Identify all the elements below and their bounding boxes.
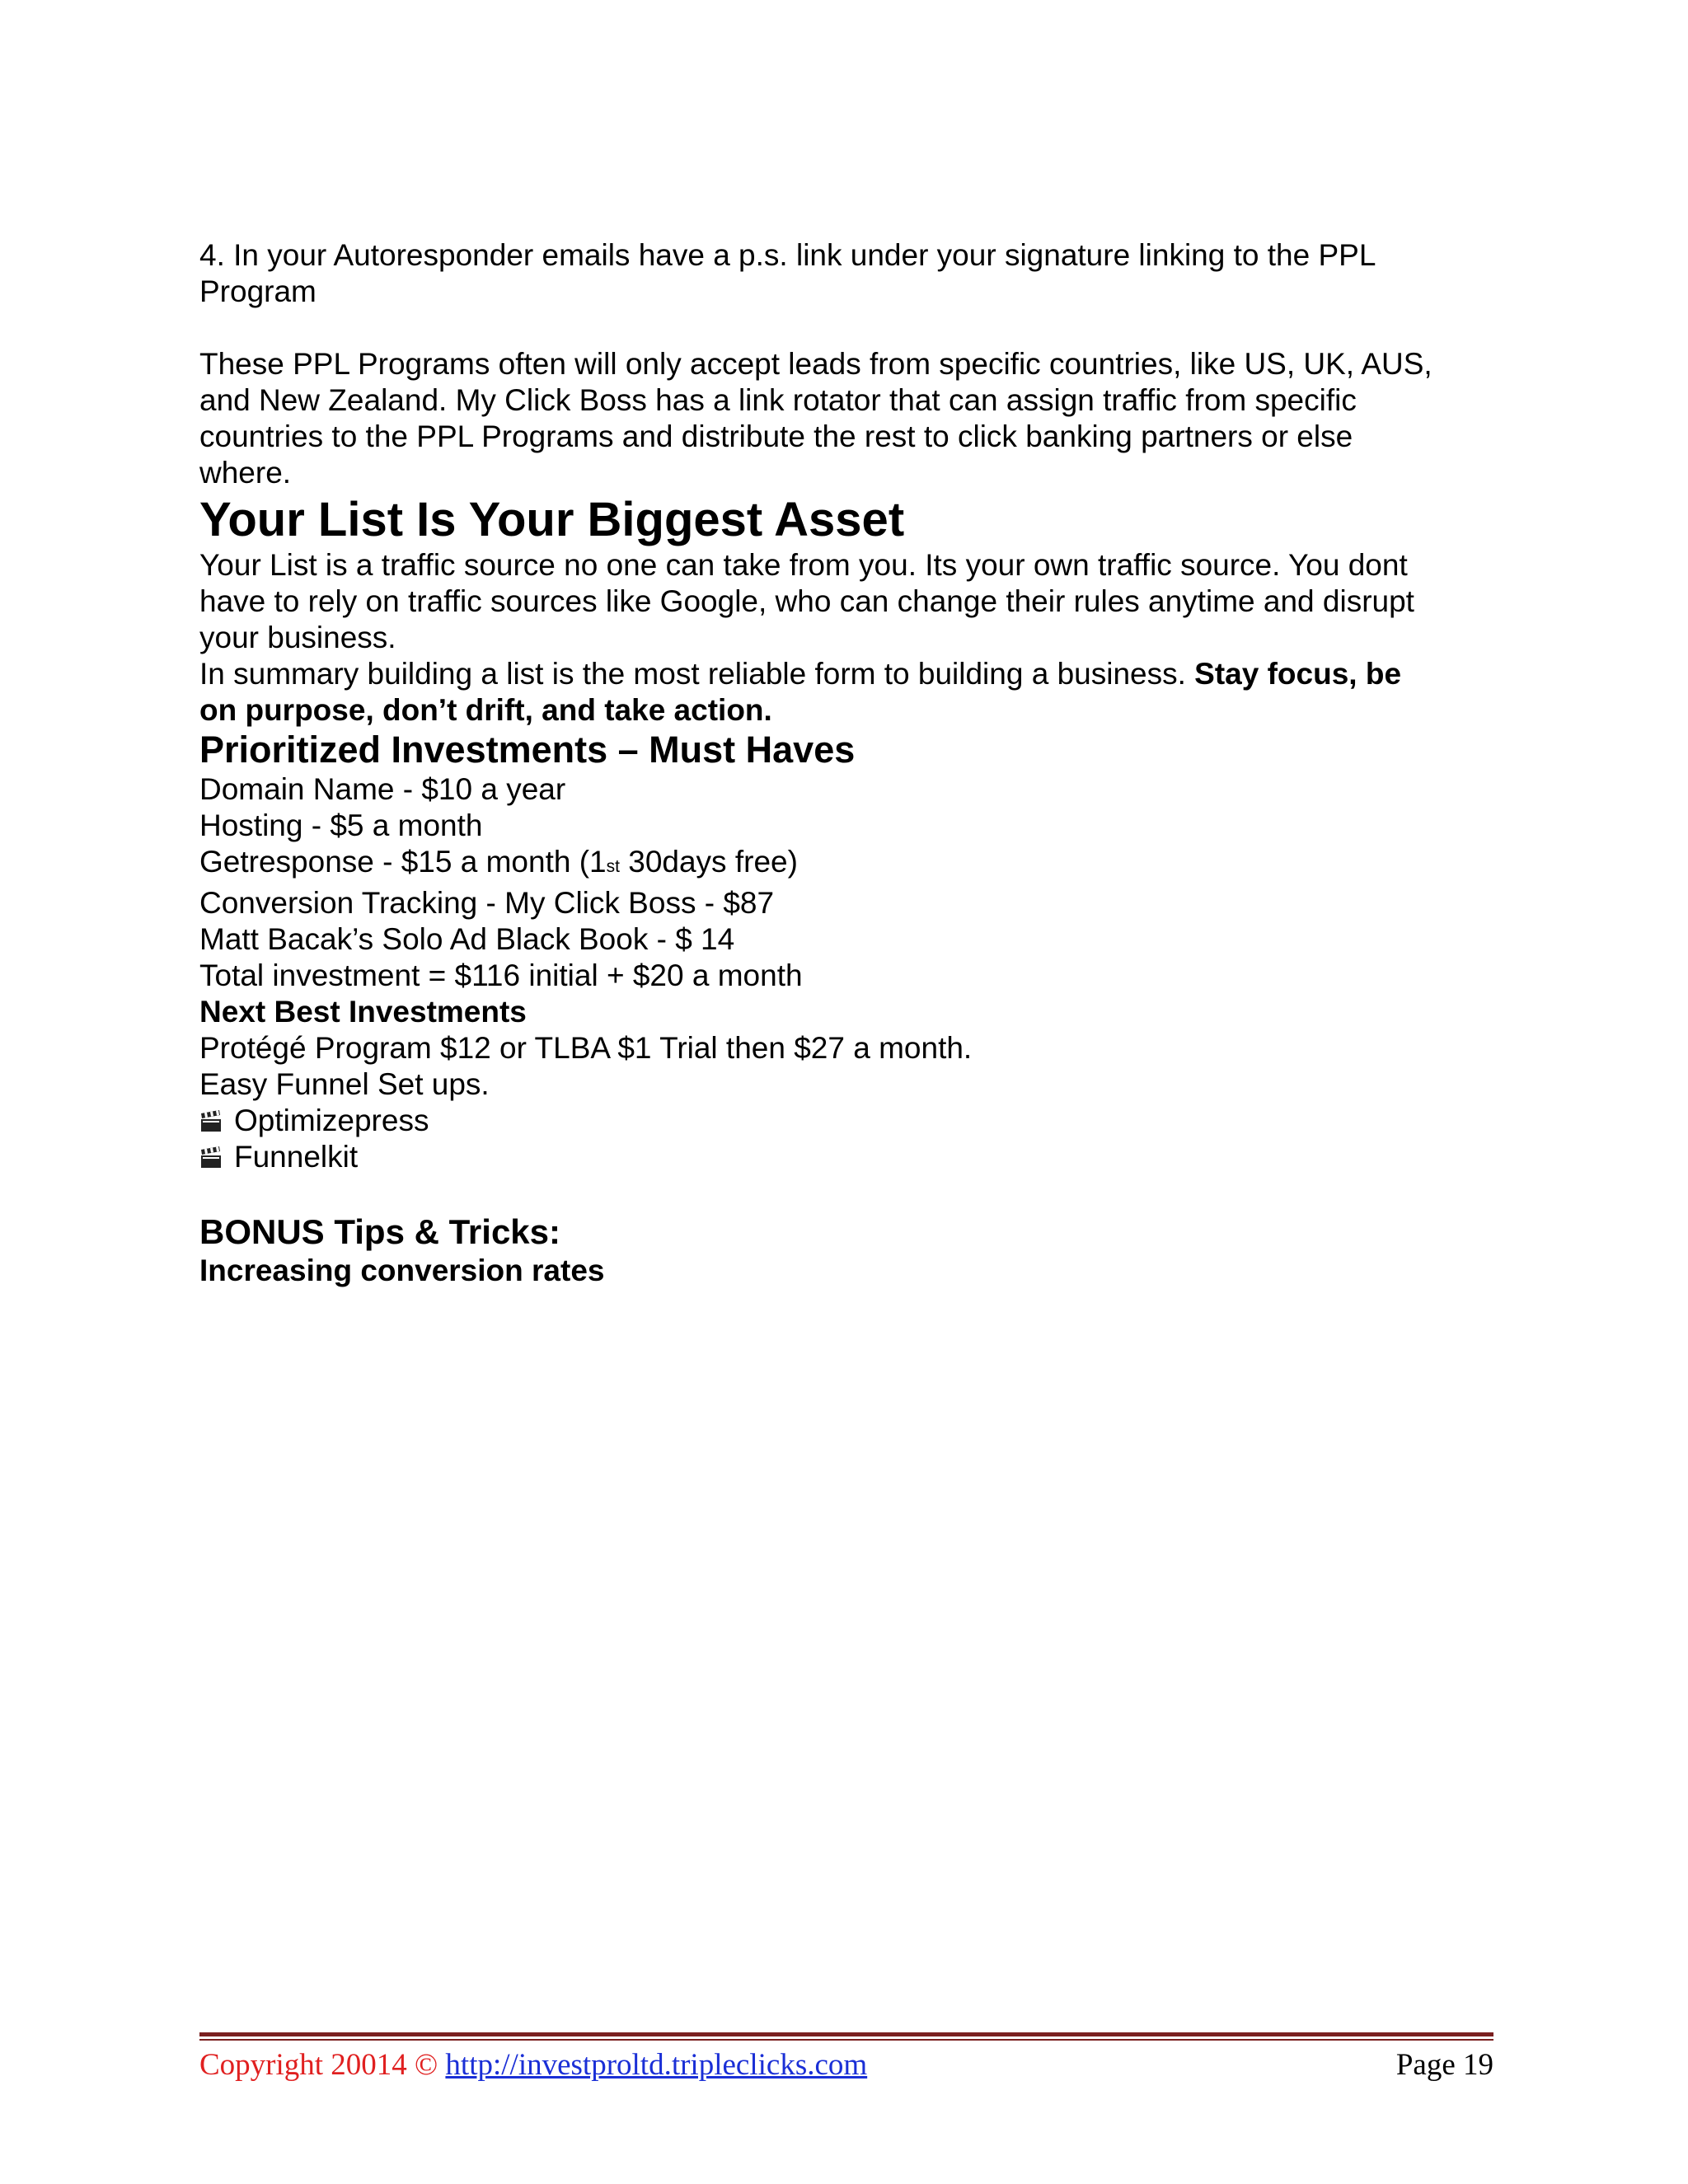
summary-text: In summary building a list is the most reliable form to building a business. <box>199 657 1195 691</box>
heading-prioritized-investments: Prioritized Investments – Must Haves <box>199 729 856 771</box>
spacer <box>199 1175 1493 1212</box>
paragraph-line: Your List is a traffic source no one can take from you. Its your own traffic source. You dont <box>199 548 1408 582</box>
next-investment-item: Easy Funnel Set ups. <box>199 1067 490 1101</box>
clapperboard-icon <box>199 1105 223 1128</box>
paragraph-line: and New Zealand. My Click Boss has a link rotator that can assign traffic from specific <box>199 383 1357 417</box>
paragraph-line: where. <box>199 456 292 490</box>
getresponse-text: Getresponse - $15 a month (1 <box>199 845 607 879</box>
investment-item: Matt Bacak’s Solo Ad Black Book - $ 14 <box>199 922 735 956</box>
next-investment-item: Protégé Program $12 or TLBA $1 Trial then $27 a month. <box>199 1031 973 1065</box>
page-content <box>199 237 1493 1289</box>
copyright-text: Copyright 20014 © <box>199 2048 446 2082</box>
paragraph-line: have to rely on traffic sources like Google, who can change their rules anytime and disrupt <box>199 584 1414 618</box>
paragraph-line: 4. In your Autoresponder emails have a p.s. link under your signature linking to the PPL <box>199 238 1376 272</box>
ordinal-suffix: st <box>606 857 620 876</box>
bullet-label: Funnelkit <box>234 1140 359 1174</box>
footer-divider <box>199 2032 1493 2041</box>
page-number: Page 19 <box>1395 2048 1493 2082</box>
bullet-label: Optimizepress <box>234 1104 429 1137</box>
summary-emphasis: Stay focus, be <box>1194 657 1402 691</box>
paragraph-line: Program <box>199 274 316 308</box>
heading-next-best-investments: Next Best Investments <box>199 995 527 1029</box>
summary-line <box>199 656 1493 692</box>
investment-total: Total investment = $116 initial + $20 a month <box>199 958 803 992</box>
paragraph-line: These PPL Programs often will only accept leads from specific countries, like US, UK, AUS, <box>199 347 1432 381</box>
investment-item-getresponse <box>199 844 1493 885</box>
spacer <box>199 310 1493 346</box>
footer-link[interactable]: http://investproltd.tripleclicks.com <box>445 2048 868 2082</box>
paragraph-line: countries to the PPL Programs and distribute the rest to click banking partners or else <box>199 419 1353 453</box>
bullet-item <box>199 1103 1493 1139</box>
investment-item: Hosting - $5 a month <box>199 808 483 842</box>
heading-your-list: Your List Is Your Biggest Asset <box>199 493 905 546</box>
bullet-item <box>199 1139 1493 1175</box>
investment-item: Conversion Tracking - My Click Boss - $87 <box>199 886 775 920</box>
clapperboard-icon <box>199 1141 223 1165</box>
getresponse-trial: 30days free) <box>619 845 798 879</box>
investment-item: Domain Name - $10 a year <box>199 772 566 806</box>
subheading-conversion-rates: Increasing conversion rates <box>199 1254 605 1287</box>
page-footer <box>199 2047 1493 2083</box>
paragraph-line: your business. <box>199 621 396 654</box>
summary-emphasis-line: on purpose, don’t drift, and take action. <box>199 693 772 727</box>
heading-bonus-tips: BONUS Tips & Tricks: <box>199 1212 561 1251</box>
